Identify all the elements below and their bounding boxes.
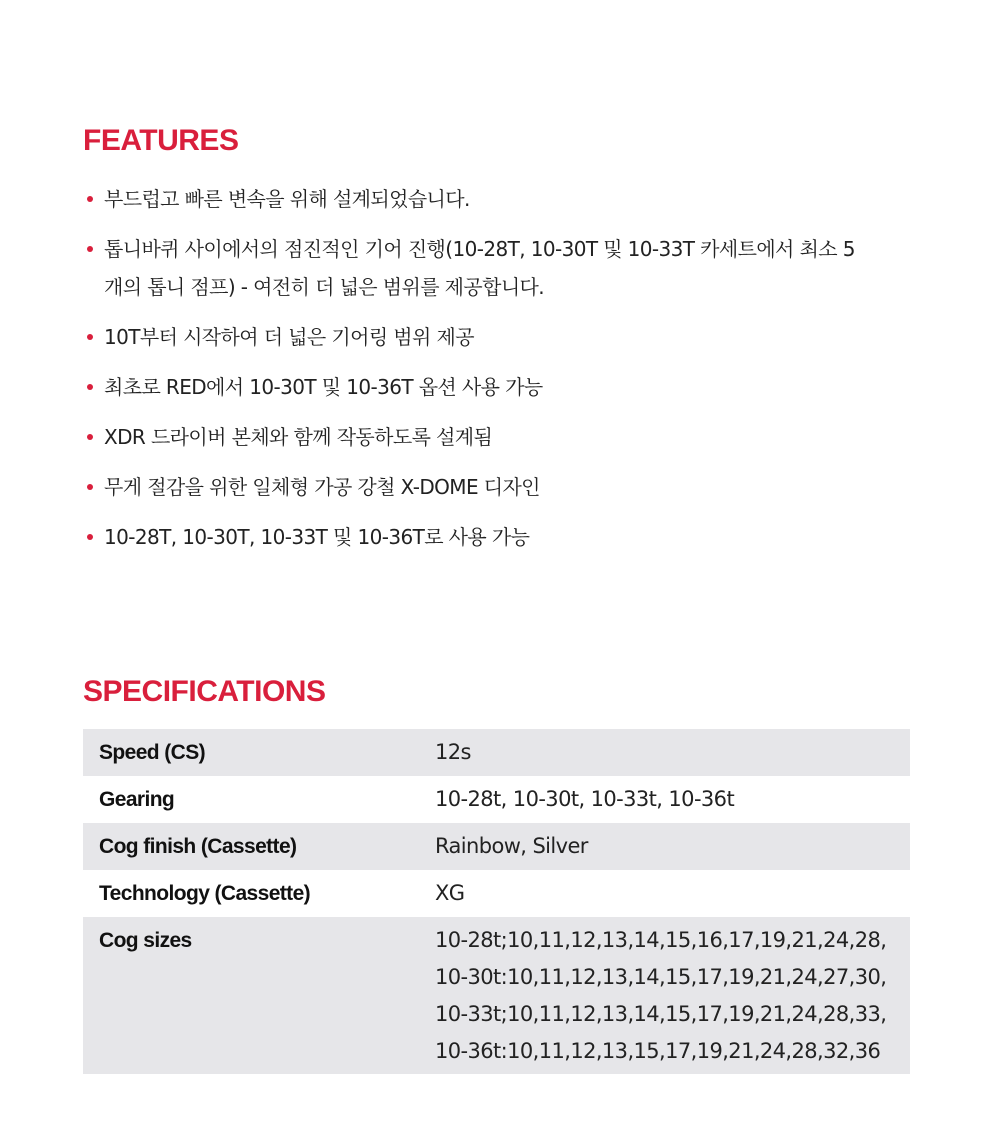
spec-row-speed: [83, 729, 910, 776]
spec-label: Speed (CS): [83, 729, 435, 776]
cog-sizes-line: 10-30t:10,11,12,13,14,15,17,19,21,24,27,30,: [435, 965, 887, 989]
cog-sizes-line: 10-36t:10,11,12,13,15,17,19,21,24,28,32,36: [435, 1039, 881, 1063]
bullet-dot-icon: [87, 384, 93, 390]
feature-text: 10-28T, 10-30T, 10-33T 및 10-36T로 사용 가능: [104, 525, 530, 549]
feature-item: [83, 518, 903, 556]
feature-text: 최초로 RED에서 10-30T 및 10-36T 옵션 사용 가능: [104, 375, 543, 399]
bullet-dot-icon: [87, 434, 93, 440]
feature-item: [83, 230, 864, 306]
specifications-table: [83, 729, 910, 1074]
feature-item: [83, 318, 903, 356]
features-heading: FEATURES: [83, 124, 239, 157]
spec-row-gearing: [83, 776, 910, 823]
spec-label: Cog finish (Cassette): [83, 823, 435, 870]
cog-sizes-line: 10-28t;10,11,12,13,14,15,16,17,19,21,24,28,: [435, 928, 887, 952]
bullet-dot-icon: [87, 534, 93, 540]
feature-text: 톱니바퀴 사이에서의 점진적인 기어 진행(10-28T, 10-30T 및 10-33T 카세트에서 최소 5개의 톱니 점프) - 여전히 더 넓은 범위를 제공합니다.: [104, 237, 855, 299]
spec-label: Cog sizes: [83, 917, 435, 1074]
features-list: [83, 180, 903, 568]
spec-row-cog-sizes: [83, 917, 910, 1074]
spec-label: Gearing: [99, 788, 175, 811]
spec-row-technology: [83, 870, 910, 917]
feature-text: XDR 드라이버 본체와 함께 작동하도록 설계됨: [104, 425, 493, 449]
spec-value: XG: [435, 881, 465, 905]
feature-text: 10T부터 시작하여 더 넓은 기어링 범위 제공: [104, 325, 474, 349]
spec-value: [435, 917, 910, 1074]
spec-value: 10-28t, 10-30t, 10-33t, 10-36t: [435, 787, 735, 811]
bullet-dot-icon: [87, 246, 93, 252]
feature-text: 무게 절감을 위한 일체형 가공 강철 X-DOME 디자인: [104, 475, 540, 499]
specifications-heading: SPECIFICATIONS: [83, 675, 326, 708]
feature-item: [83, 468, 903, 506]
spec-value: Rainbow, Silver: [435, 823, 910, 870]
spec-row-cog-finish: [83, 823, 910, 870]
feature-item: [83, 180, 903, 218]
feature-item: [83, 418, 903, 456]
bullet-dot-icon: [87, 484, 93, 490]
bullet-dot-icon: [87, 334, 93, 340]
spec-label: Technology (Cassette): [99, 882, 311, 905]
feature-text: 부드럽고 빠른 변속을 위해 설계되었습니다.: [104, 187, 470, 211]
feature-item: [83, 368, 903, 406]
cog-sizes-line: 10-33t;10,11,12,13,14,15,17,19,21,24,28,33,: [435, 1002, 887, 1026]
bullet-dot-icon: [87, 196, 93, 202]
spec-value: 12s: [435, 729, 910, 776]
